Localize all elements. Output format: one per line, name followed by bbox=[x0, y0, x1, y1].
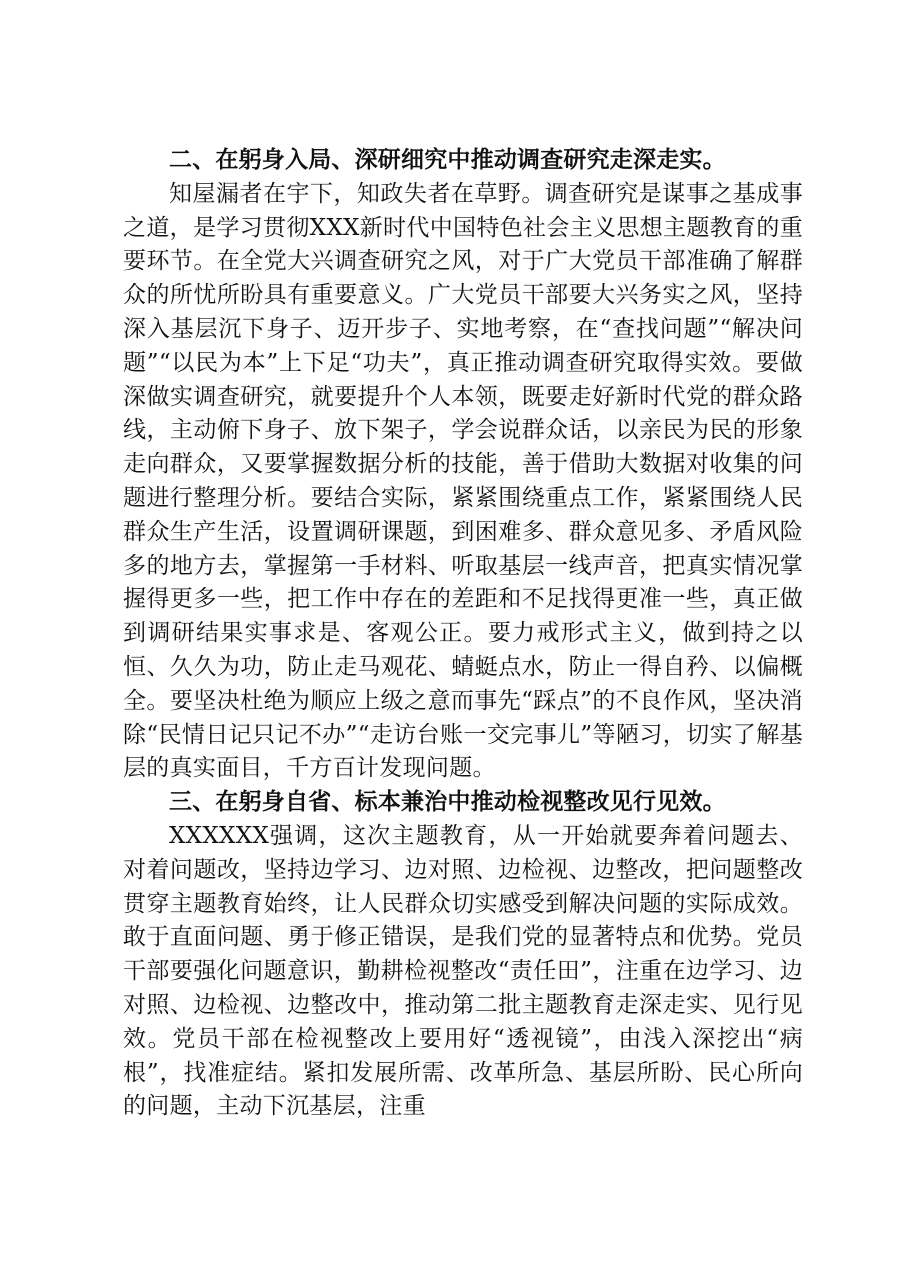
document-body bbox=[123, 144, 803, 1124]
section-heading-3: 三、在躬身自省、标本兼治中推动检视整改见行见效。 bbox=[169, 789, 726, 816]
section-paragraph-3: XXXXXX强调，这次主题教育，从一开始就要奔着问题去、对着问题改，坚持边学习、边对照、边检视、边整改，把问题整改贯穿主题教育始终，让人民群众切实感受到解决问题的实际成效。敢于直面问题、勇于修正错误，是我们党的显著特点和优势。党员干部要强化问题意识，勤耕检视整改“责任田”，注重在边学习、边对照、边检视、边整改中，推动第二批主题教育走深走实、见行见效。党员干部在检视整改上要用好“透视镜”，由浅入深挖出“病根”，找准症结。紧扣发展所需、改革所急、基层所盼、民心所向的问题，主动下沉基层，注重 bbox=[123, 822, 803, 1120]
section-heading-2: 二、在躬身入局、深研细究中推动调查研究走深走实。 bbox=[169, 147, 726, 173]
section-paragraph-2: 知屋漏者在宇下，知政失者在草野。调查研究是谋事之基成事之道，是学习贯彻XXX新时代中国特色社会主义思想主题教育的重要环节。在全党大兴调查研究之风，对于广大党员干部准确了解群众的所忧所盼具有重要意义。广大党员干部要大兴务实之风，坚持深入基层沉下身子、迈开步子、实地考察，在“查找问题”“解决问题”“以民为本”上下足“功夫”，真正推动调查研究取得实效。要做深做实调查研究，就要提升个人本领，既要走好新时代党的群众路线，主动俯下身子、放下架子，学会说群众话，以亲民为民的形象走向群众，又要掌握数据分析的技能，善于借助大数据对收集的问题进行整理分析。要结合实际，紧紧围绕重点工作，紧紧围绕人民群众生产生活，设置调研课题，到困难多、群众意见多、矛盾风险多的地方去，掌握第一手材料、听取基层一线声音，把真实情况掌握得更多一些，把工作中存在的差距和不足找得更准一些，真正做到调研结果实事求是、客观公正。要力戒形式主义，做到持之以恒、久久为功，防止走马观花、蜻蜓点水，防止一得自矜、以偏概全。要坚决杜绝为顺应上级之意而事先“踩点”的不良作风，坚决消除“民情日记只记不办”“走访台账一交完事儿”等陋习，切实了解基层的真实面目，千方百计发现问题。 bbox=[123, 180, 803, 782]
